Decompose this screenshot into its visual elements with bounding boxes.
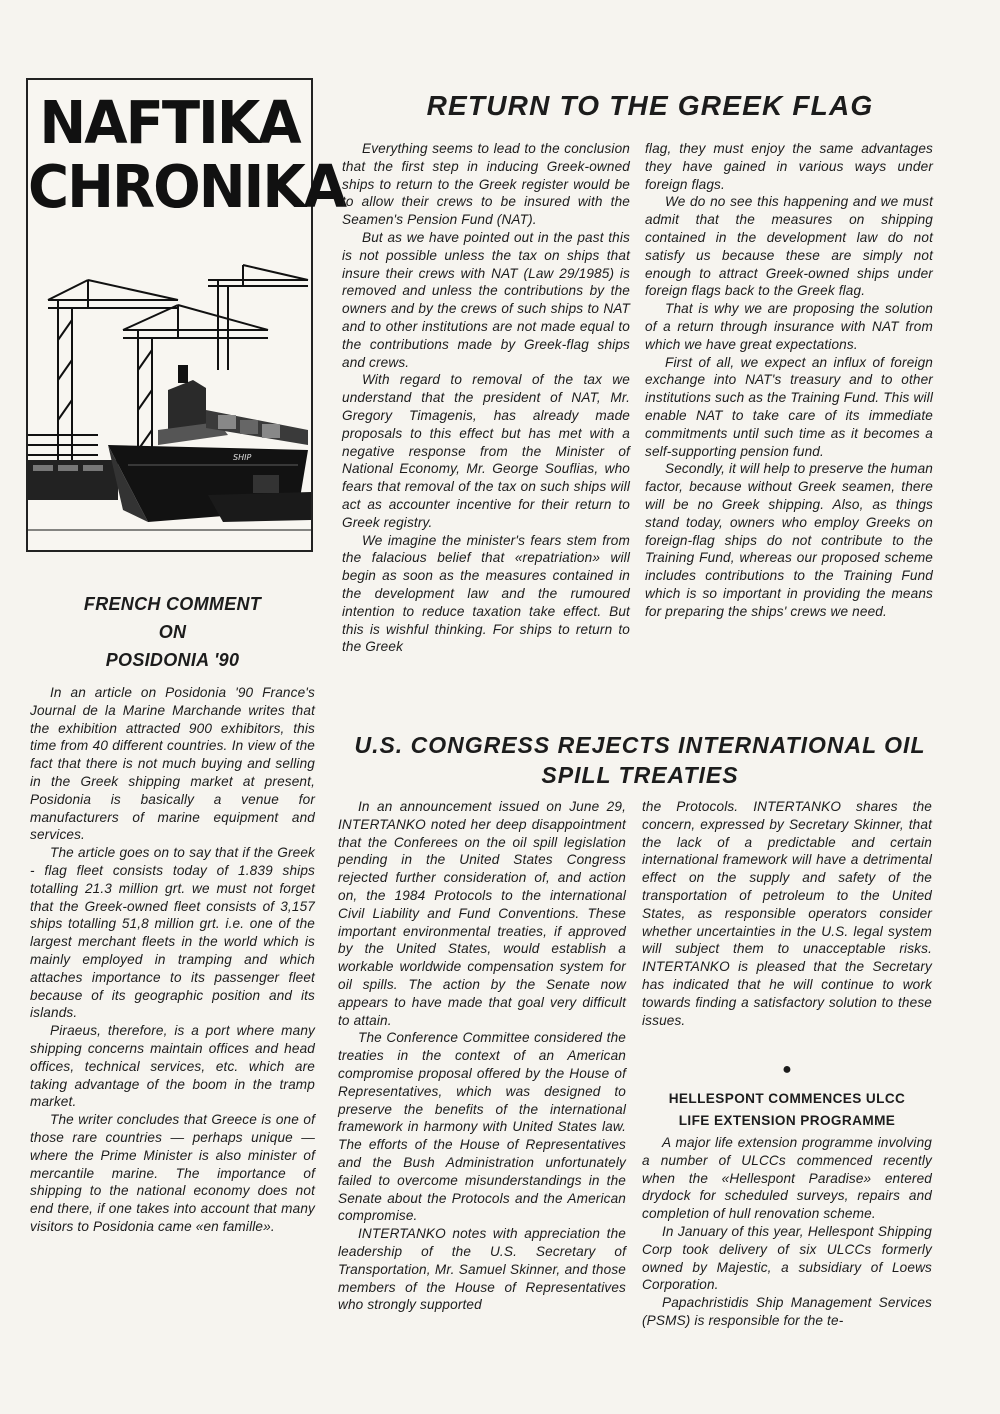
french-title-line2: ON (158, 622, 187, 642)
congress-title-line1: U.S. CONGRESS REJECTS INTERNATIONAL OIL (354, 732, 926, 758)
french-paragraph: The article goes on to say that if the Greek - flag fleet consists today of 1.839 ships totalling 21.3 million grt. we must not forget that the Greek-owned fleet consists of 3,157 ships totalling 51,8 million grt. i.e. one of the largest merchant fleets in the world which is mainly employed in tramping and which attaches importance to its passenger fleet because of its geographic position and its islands. (30, 845, 315, 1021)
return-article-title: RETURN TO THE GREEK FLAG (426, 90, 874, 121)
hellespont-title-line2: LIFE EXTENSION PROGRAMME (678, 1113, 896, 1128)
return-col2-paragraph: We do no see this happening and we must admit that the measures on shipping contained in the development law do not satisfy us because these are simply not enough to attract Greek-owned ships under foreign flags back to the Greek flag. (645, 194, 933, 299)
masthead-title-line2: CHRONIKA (28, 153, 346, 222)
return-col1-paragraph: Everything seems to lead to the conclusion that the first step in inducing Greek-owned ships to return to the Greek register would be to allow their crews to be insured with the Seamen's Pension Fund (NAT). (342, 141, 630, 228)
masthead-box (26, 78, 346, 552)
hellespont-article-title (642, 1088, 932, 1132)
congress-title-line2: SPILL TREATIES (541, 762, 739, 788)
cargo-ship-illustration (28, 260, 311, 550)
french-paragraph: In an article on Posidonia '90 France's Journal de la Marine Marchande writes that the exhibition attracted 900 exhibitors, this time from 40 different countries. In view of the fact that there is not much buying and selling in the Greek shipping market at present, Posidonia is basically a venue for manufacturers of marine equipment and services. (30, 685, 315, 843)
french-article-body (30, 684, 315, 1236)
return-col1-paragraph: But as we have pointed out in the past this is not possible unless the tax on ships that insure their crews with NAT (Law 29/1985) is removed and unless the contributions by the owners and by the crews of such ships to NAT and to other institutions are not made equal to the contributions made by Greek-flag ships and crews. (342, 229, 630, 370)
return-col1-paragraph: We imagine the minister's fears stem from the falacious belief that «repatriation» will begin as soon as the measures contained in the development law and the rumoured intention to reduce taxation take effect. But this is wishful thinking. For ships to return to the Greek (342, 532, 630, 655)
hellespont-title-line1: HELLESPONT COMMENCES ULCC (668, 1091, 906, 1106)
return-col2-paragraph: First of all, we expect an influx of foreign exchange into NAT's treasury and to other institutions such as the Training Fund. This will enable NAT to take care of its immediate commitments until such time as it becomes a self-supporting pension fund. (645, 354, 933, 459)
masthead-title-line1: NAFTIKA (39, 89, 300, 158)
congress-article-col2 (642, 798, 932, 1029)
congress-col1-paragraph: INTERTANKO notes with appreciation the leadership of the U.S. Secretary of Transportation, Mr. Samuel Skinner, and those members of the House of Representatives who strongly supported (338, 1226, 626, 1313)
french-title-line1: FRENCH COMMENT (83, 594, 262, 614)
congress-col1-paragraph: The Conference Committee considered the treaties in the context of an American compromise proposal offered by the House of Representatives, which was designed to preserve the benefits of the international framework in harmony with United States law. The efforts of the House of Representatives and the Bush Administration unfortunately failed to overcome misunderstandings in the Senate about the Protocols and the American compromise. (338, 1030, 626, 1224)
return-col2-paragraph: Secondly, it will help to preserve the human factor, because without Greek seamen, there will be no Greek shipping. Also, as things stand today, owners who employ Greeks on foreign-flag ships do not contribute to the Training Fund, whereas our proposed scheme includes contributions to the Training Fund which is so important in providing the means for preparing the ships' crews we need. (645, 461, 933, 619)
hellespont-paragraph: In January of this year, Hellespont Shipping Corp took delivery of six ULCCs formerly owned by Majestic, a subsidiary of Loews Corporation. (642, 1223, 932, 1293)
french-title-line3: POSIDONIA '90 (105, 650, 240, 670)
french-article-title (30, 590, 315, 674)
congress-col1-paragraph: In an announcement issued on June 29, INTERTANKO noted her deep disappointment that the Conferees on the oil spill legislation pending in the United States Congress rejected further consideration of, and action on, the 1984 Protocols to the international Civil Liability and Fund Conventions. These important environmental treaties, if approved by the United States, would establish a workable worldwide compensation system for oil spills. The action by the Senate now appears to have made that goal very difficult to attain. (338, 799, 626, 1028)
french-paragraph: The writer concludes that Greece is one of those rare countries — perhaps unique — where the Prime Minister is also minister of mercantile marine. The importance of shipping to the national economy does not end there, if one takes into account that many visitors to Posidonia came «en famille». (30, 1112, 315, 1234)
hellespont-paragraph: A major life extension programme involving a number of ULCCs commenced recently when the «Hellespont Paradise» entered drydock for scheduled surveys, repairs and completion of hull renovation scheme. (642, 1135, 932, 1222)
svg-text:SHIP: SHIP (233, 453, 252, 462)
congress-col2-paragraph: the Protocols. INTERTANKO shares the concern, expressed by Secretary Skinner, that the lack of a predictable and certain international framework will have a detrimental effect on the supply and safety of the transportation of petroleum to the United States, as responsible operators consider whether uncertainties in the U.S. legal system will subject them to unacceptable risks. INTERTANKO is pleased that the Secretary has indicated that he will continue to work towards finding a satisfactory solution to these issues. (642, 799, 932, 1028)
return-article-col1 (342, 140, 630, 656)
french-paragraph: Piraeus, therefore, is a port where many shipping concerns maintain offices and head offices, technical services, etc. which are taking advantage of the boom in the tramp market. (30, 1023, 315, 1110)
article-separator-bullet: ● (782, 1061, 792, 1078)
hellespont-paragraph: Papachristidis Ship Management Services (PSMS) is responsible for the te- (642, 1295, 932, 1328)
return-col1-paragraph: With regard to removal of the tax we understand that the president of NAT, Mr. Gregory Timagenis, has already made proposals to this effect but has met with a negative response from the Minister of National Economy, Mr. George Souflias, who fears that removal of the tax on such ships will act as accounter incentive for their return to Greek registry. (342, 372, 630, 530)
congress-article-col1 (338, 798, 626, 1314)
congress-article-title (330, 730, 950, 790)
return-col2-paragraph: That is why we are proposing the solution of a return through insurance with NAT from which we have great expectations. (645, 301, 933, 352)
return-col2-paragraph: flag, they must enjoy the same advantages they have gained in various ways under foreign flags. (645, 141, 933, 192)
hellespont-article-body (642, 1134, 932, 1330)
return-article-col2 (645, 140, 933, 621)
